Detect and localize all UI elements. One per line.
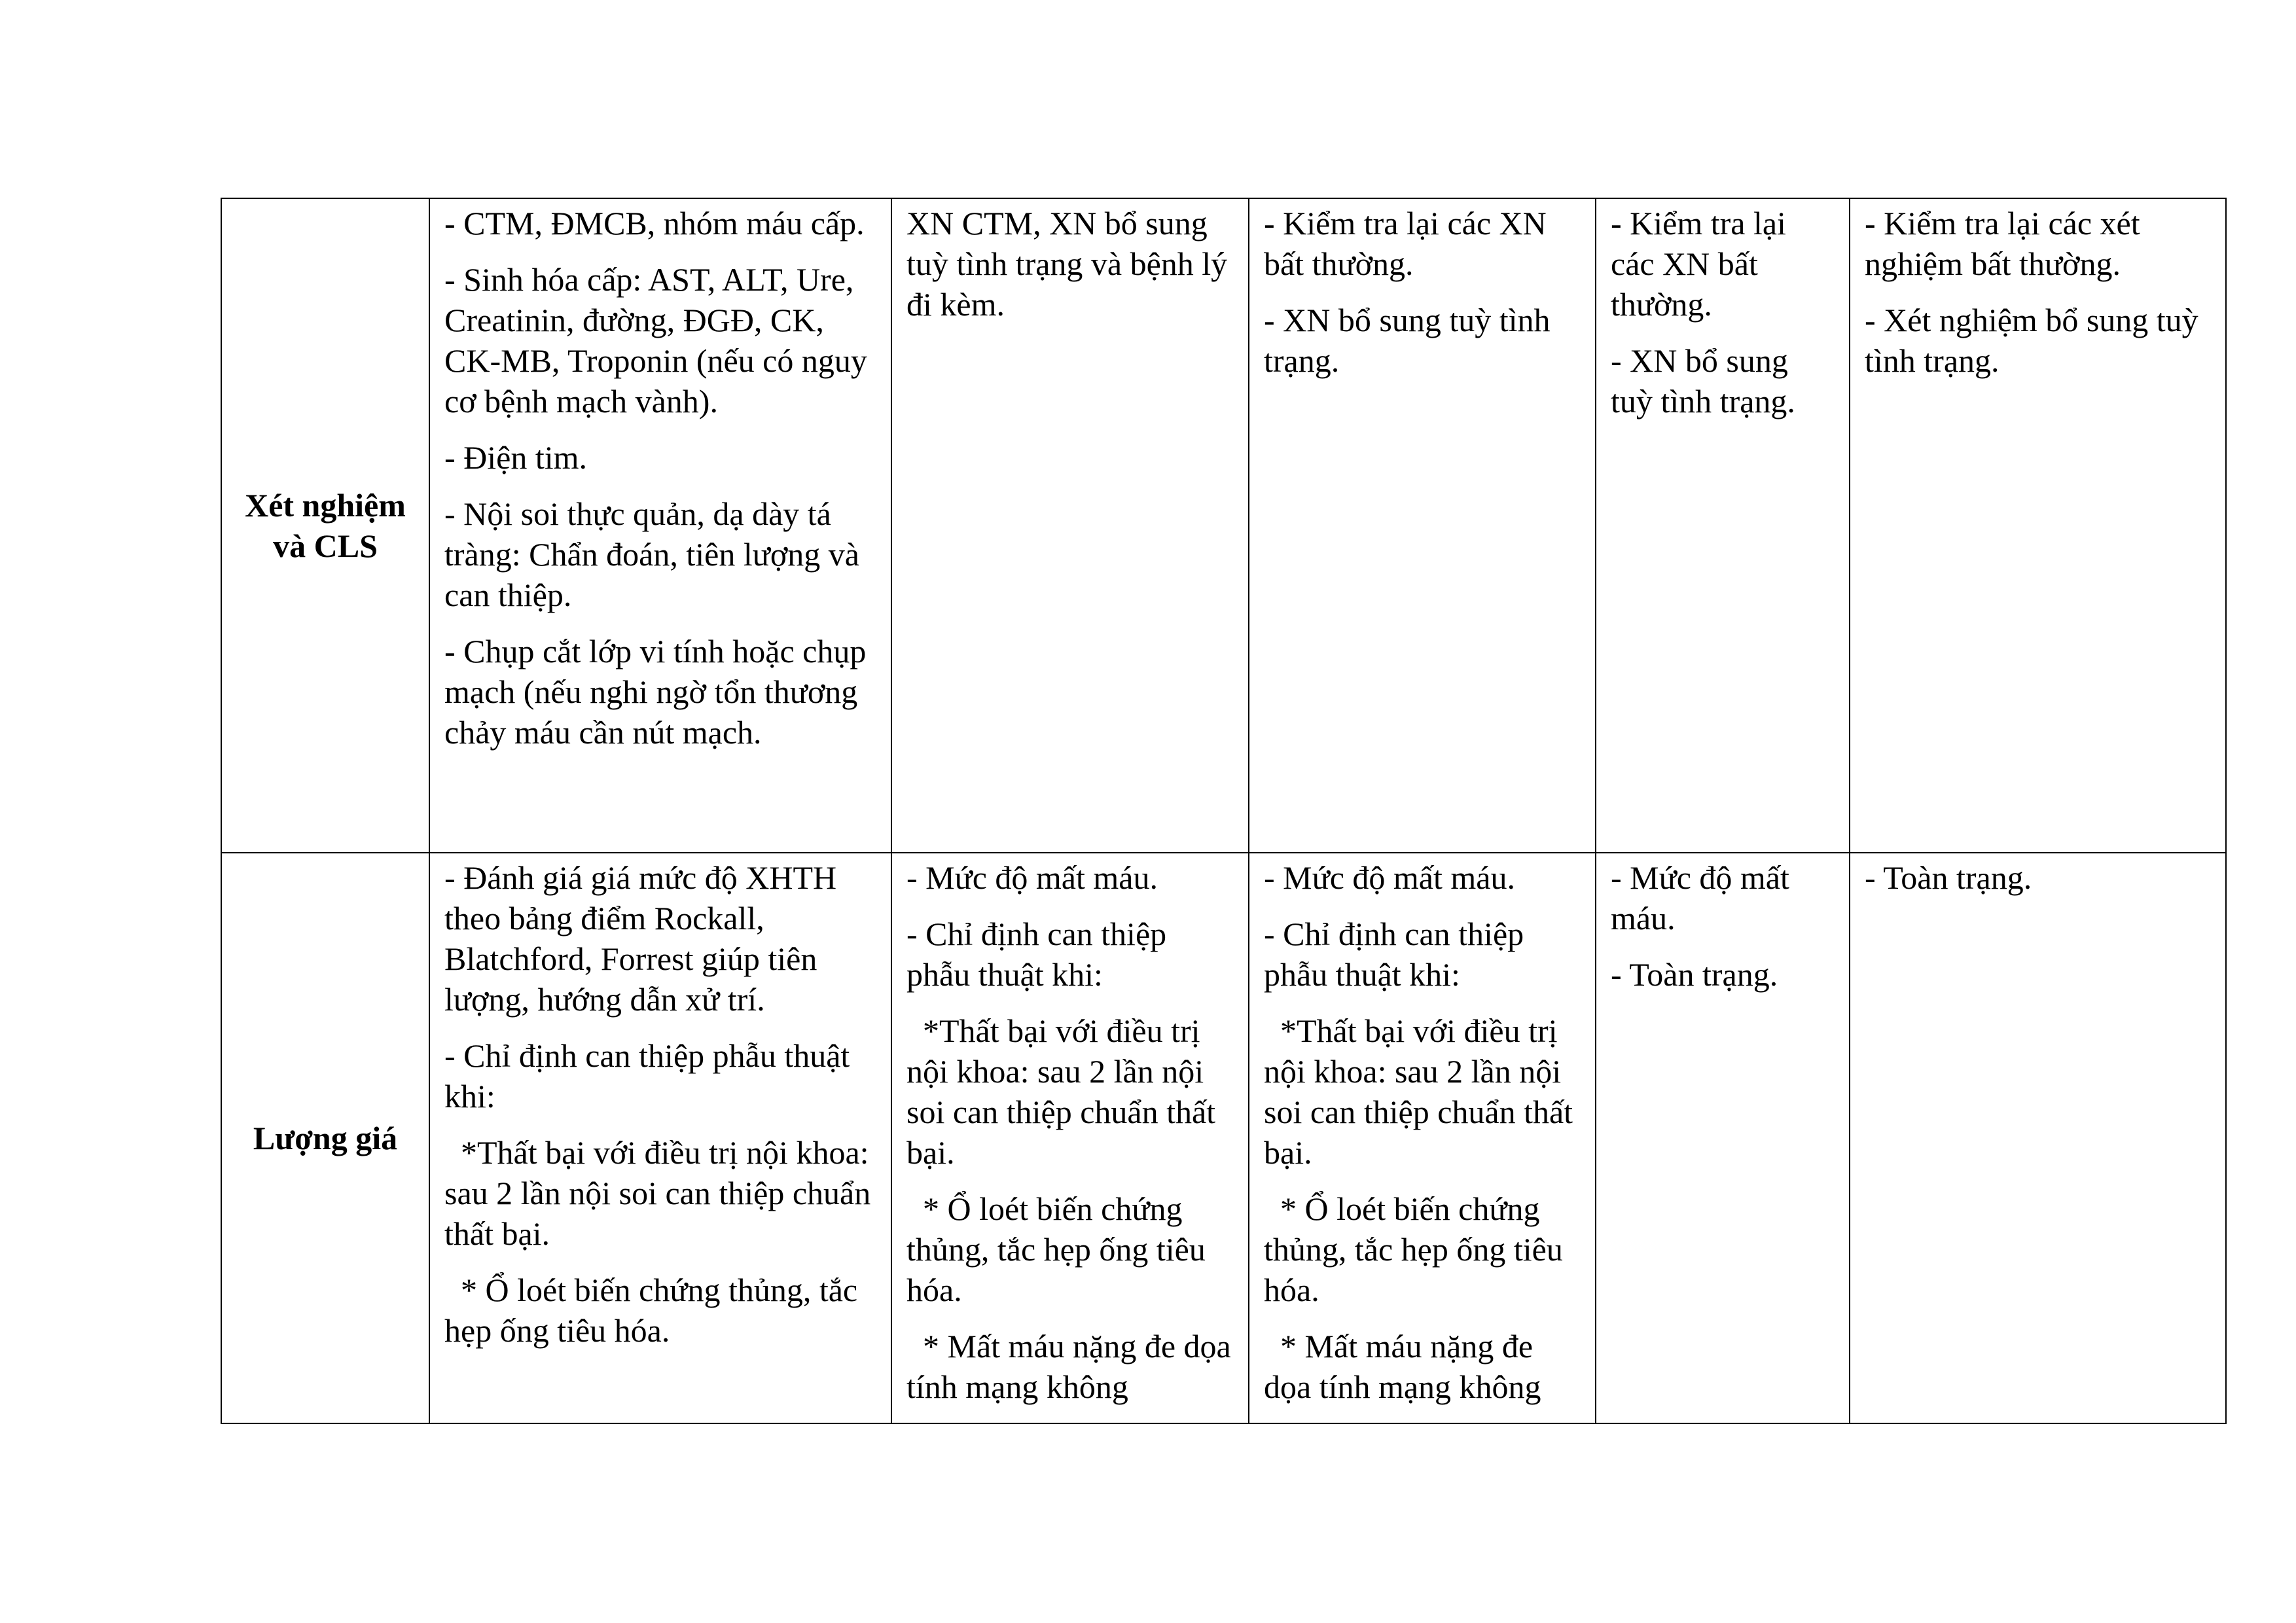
- row-header: [221, 198, 429, 853]
- row-header-label: Xét nghiệm và CLS: [245, 487, 406, 564]
- table-row: [221, 853, 2226, 1423]
- cell-paragraph: - Mức độ mất máu.: [1611, 859, 1798, 936]
- row-header-label: Lượng giá: [253, 1120, 398, 1156]
- table-cell: [1249, 853, 1596, 1423]
- table-cell: [429, 198, 891, 853]
- cell-paragraph: *Thất bại với điều trị nội khoa: sau 2 lần nội soi can thiệp chuẩn thất bại.: [444, 1134, 879, 1252]
- cell-paragraph: * Mất máu nặng đe dọa tính mạng không: [1264, 1328, 1541, 1405]
- clinical-table: [221, 198, 2227, 1424]
- cell-paragraph: - Mức độ mất máu.: [906, 859, 1158, 896]
- cell-paragraph: *Thất bại với điều trị nội khoa: sau 2 lần nội soi can thiệp chuẩn thất bại.: [1264, 1012, 1581, 1171]
- cell-paragraph: - Chụp cắt lớp vi tính hoặc chụp mạch (nếu nghi ngờ tổn thương chảy máu cần nút mạch.: [444, 633, 874, 751]
- table-cell: [1596, 198, 1850, 853]
- cell-paragraph: - CTM, ĐMCB, nhóm máu cấp.: [444, 205, 865, 241]
- cell-paragraph: - Mức độ mất máu.: [1264, 859, 1515, 896]
- table-row: [221, 198, 2226, 853]
- table-cell: [891, 853, 1249, 1423]
- cell-paragraph: - Toàn trạng.: [1611, 956, 1778, 993]
- cell-paragraph: - XN bổ sung tuỳ tình trạng.: [1611, 342, 1797, 419]
- table-cell: [1596, 853, 1850, 1423]
- table-cell: [1850, 198, 2226, 853]
- table-cell: [1249, 198, 1596, 853]
- cell-paragraph: * Ổ loét biến chứng thủng, tắc hẹp ống tiêu hóa.: [444, 1272, 866, 1349]
- cell-paragraph: - Chỉ định can thiệp phẫu thuật khi:: [1264, 916, 1532, 993]
- cell-paragraph: - Chỉ định can thiệp phẫu thuật khi:: [906, 916, 1175, 993]
- cell-paragraph: - Nội soi thực quản, dạ dày tá tràng: Chẩn đoán, tiên lượng và can thiệp.: [444, 495, 868, 613]
- cell-paragraph: - Kiểm tra lại các XN bất thường.: [1611, 205, 1795, 323]
- cell-paragraph: - Đánh giá giá mức độ XHTH theo bảng điểm Rockall, Blatchford, Forrest giúp tiên lượng, hướng dẫn xử trí.: [444, 859, 845, 1018]
- row-header: [221, 853, 429, 1423]
- table-cell: [429, 853, 891, 1423]
- cell-paragraph: - Toàn trạng.: [1865, 859, 2032, 896]
- table-cell: [891, 198, 1249, 853]
- cell-paragraph: * Ổ loét biến chứng thủng, tắc hẹp ống tiêu hóa.: [1264, 1190, 1571, 1308]
- cell-paragraph: * Ổ loét biến chứng thủng, tắc hẹp ống tiêu hóa.: [906, 1190, 1214, 1308]
- table-cell: [1850, 853, 2226, 1423]
- cell-paragraph: - Sinh hóa cấp: AST, ALT, Ure, Creatinin, đường, ĐGĐ, CK, CK-MB, Troponin (nếu có nguy cơ bệnh mạch vành).: [444, 261, 876, 419]
- cell-paragraph: - XN bổ sung tuỳ tình trạng.: [1264, 302, 1558, 379]
- cell-paragraph: - Chỉ định can thiệp phẫu thuật khi:: [444, 1037, 858, 1115]
- cell-paragraph: - Xét nghiệm bổ sung tuỳ tình trạng.: [1865, 302, 2207, 379]
- cell-paragraph: *Thất bại với điều trị nội khoa: sau 2 lần nội soi can thiệp chuẩn thất bại.: [906, 1012, 1224, 1171]
- cell-paragraph: - Điện tim.: [444, 439, 588, 476]
- cell-paragraph: * Mất máu nặng đe dọa tính mạng không: [906, 1328, 1240, 1405]
- cell-paragraph: - Kiểm tra lại các xét nghiệm bất thường.: [1865, 205, 2149, 282]
- cell-paragraph: XN CTM, XN bổ sung tuỳ tình trạng và bệnh lý đi kèm.: [906, 205, 1236, 323]
- cell-paragraph: - Kiểm tra lại các XN bất thường.: [1264, 205, 1555, 282]
